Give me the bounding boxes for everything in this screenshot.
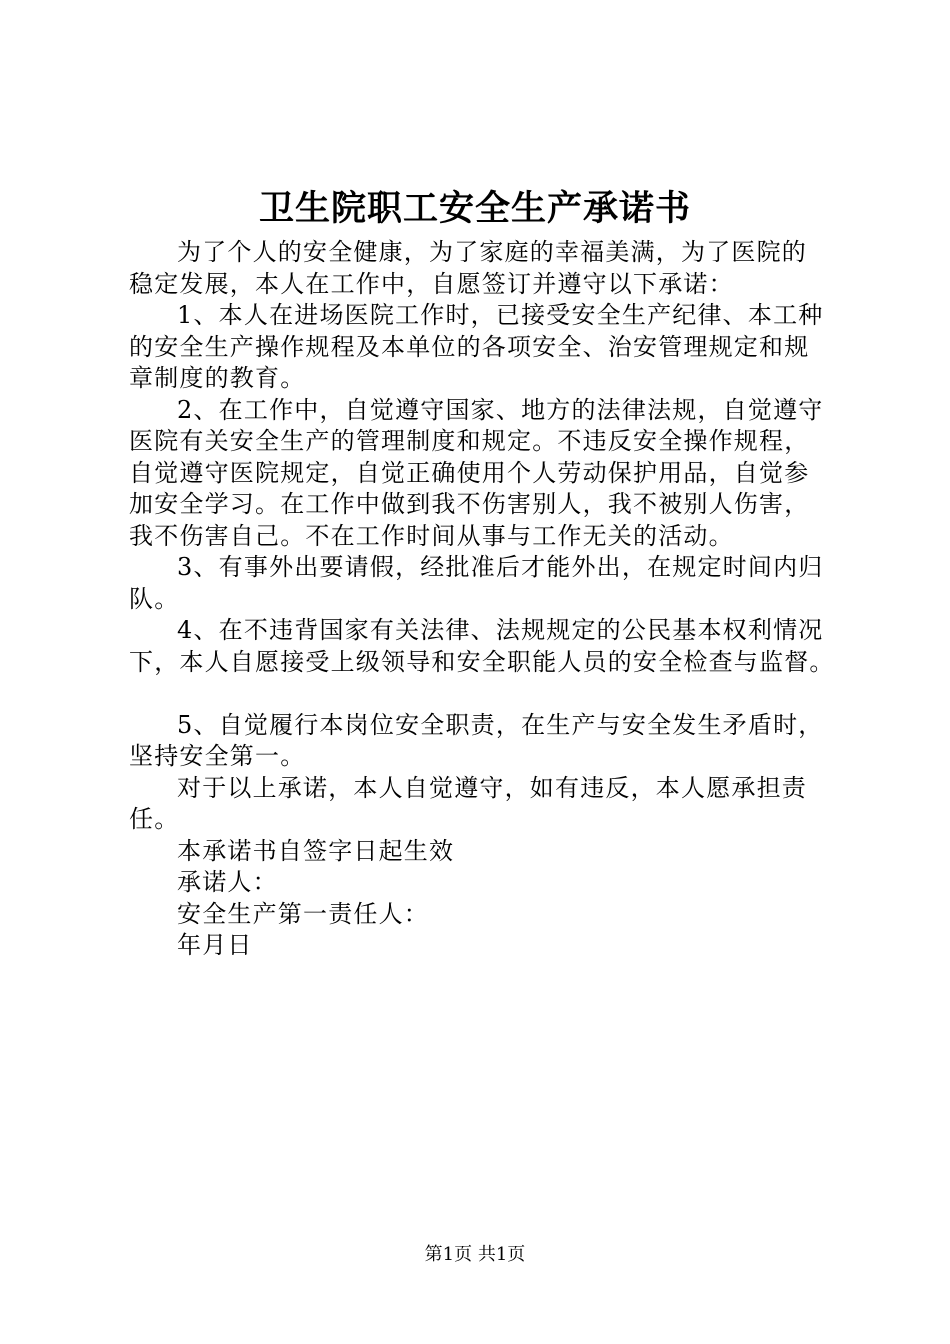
text-line: 自觉遵守医院规定，自觉正确使用个人劳动保护用品，自觉参 — [129, 458, 810, 487]
commitment-item-4 — [129, 615, 859, 678]
commitment-item-2 — [129, 395, 859, 553]
text-line: 2、在工作中，自觉遵守国家、地方的法律法规，自觉遵守 — [177, 395, 824, 424]
document-title: 卫生院职工安全生产承诺书 — [258, 188, 691, 229]
text-line: 坚持安全第一。 — [129, 742, 306, 770]
document-body — [129, 237, 859, 962]
promisor-label: 承诺人： — [177, 868, 278, 896]
intro-paragraph — [129, 237, 859, 300]
commitment-item-3 — [129, 552, 859, 615]
text-line: 3、有事外出要请假，经批准后才能外出，在规定时间内归 — [177, 553, 824, 581]
commitment-item-1 — [129, 300, 859, 395]
text-line: 任。 — [129, 805, 180, 833]
date-label: 年月日 — [177, 931, 253, 959]
text-line: 1、本人在进场医院工作时，已接受安全生产纪律、本工种 — [177, 301, 824, 329]
text-line: 稳定发展，本人在工作中，自愿签订并遵守以下承诺： — [129, 269, 734, 298]
text-line: 对于以上承诺，本人自觉遵守，如有违反，本人愿承担责 — [177, 773, 807, 802]
text-line: 5、自觉履行本岗位安全职责，在生产与安全发生矛盾时， — [177, 710, 824, 739]
page-footer: 第1页 共1页 — [424, 1244, 526, 1265]
text-line: 队。 — [129, 584, 180, 613]
responsible-person-label: 安全生产第一责任人： — [177, 899, 429, 928]
text-line: 为了个人的安全健康，为了家庭的幸福美满，为了医院的 — [177, 238, 807, 266]
text-line: 下，本人自愿接受上级领导和安全职能人员的安全检查与监督。 — [129, 647, 835, 676]
text-line: 我不伤害自己。不在工作时间从事与工作无关的活动。 — [129, 521, 734, 550]
blank-line — [129, 678, 859, 710]
text-line: 的安全生产操作规程及本单位的各项安全、治安管理规定和规 — [129, 332, 810, 361]
text-line: 医院有关安全生产的管理制度和规定。不违反安全操作规程， — [129, 427, 810, 455]
closing-paragraph — [129, 773, 859, 836]
text-line: 加安全学习。在工作中做到我不伤害别人，我不被别人伤害， — [129, 490, 810, 518]
text-line: 4、在不违背国家有关法律、法规规定的公民基本权利情况 — [177, 616, 824, 644]
text-line: 章制度的教育。 — [129, 364, 306, 392]
effective-statement: 本承诺书自签字日起生效 — [177, 836, 455, 865]
commitment-item-5 — [129, 710, 859, 773]
